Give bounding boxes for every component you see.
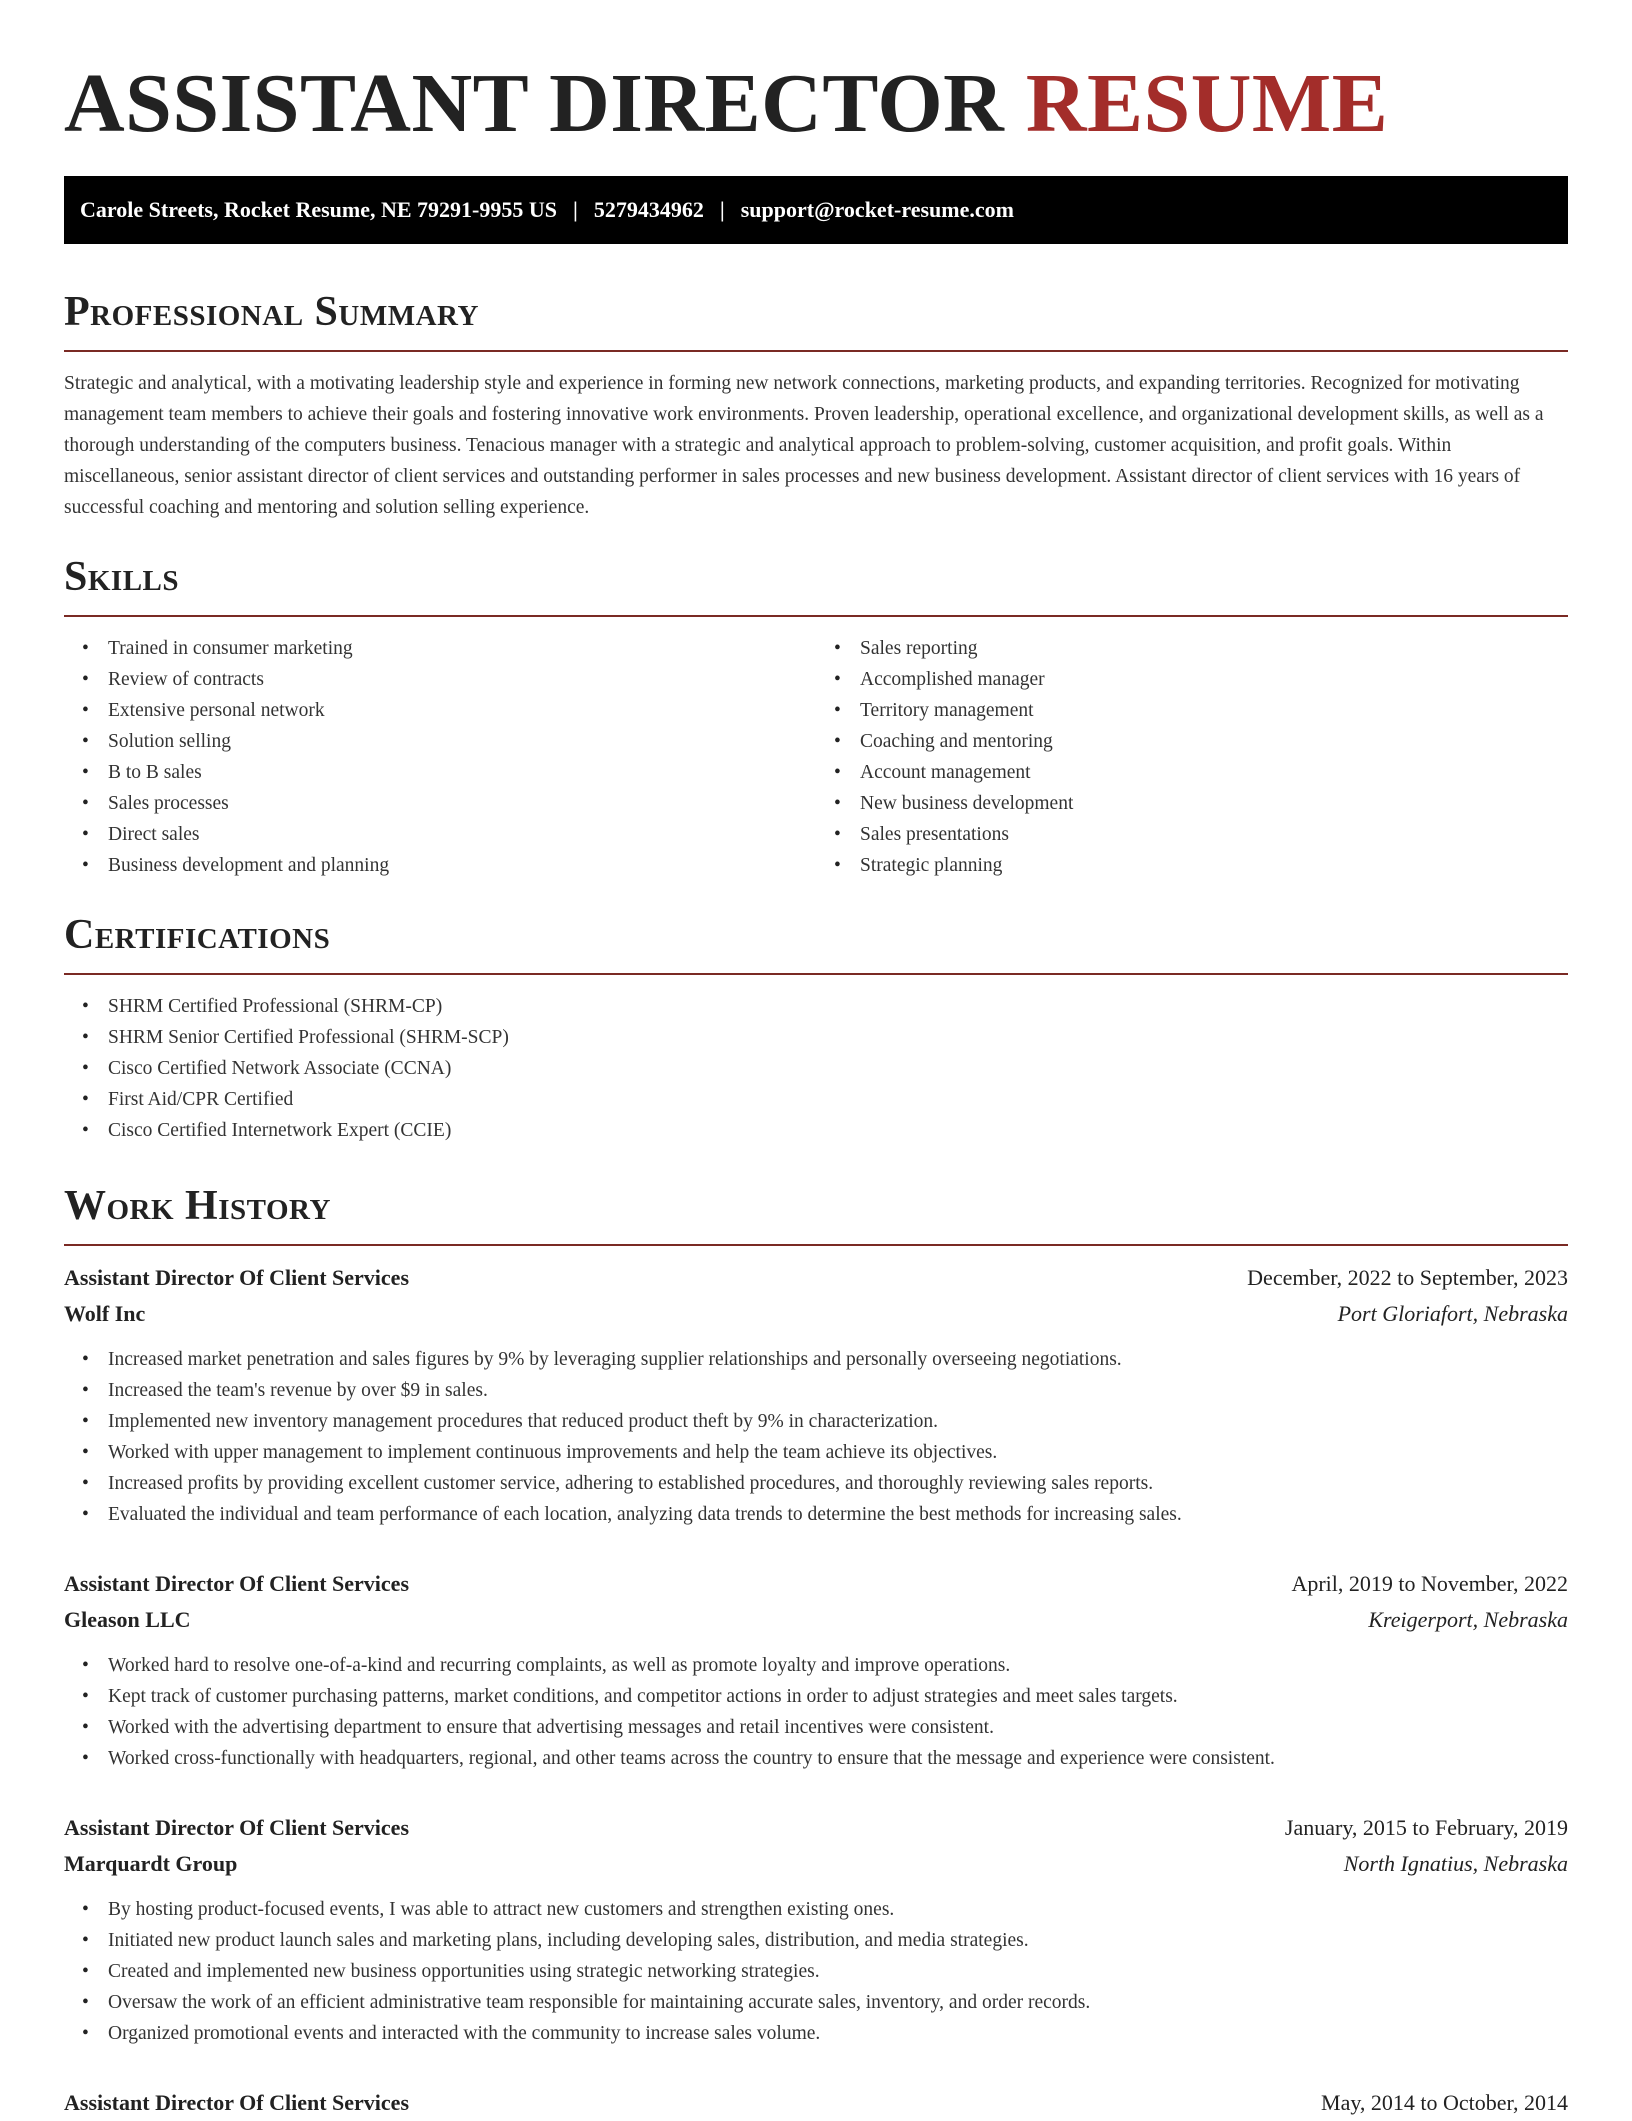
- list-item: • Direct sales: [108, 819, 816, 850]
- section-heading: Professional Summary: [64, 286, 1568, 352]
- job-entry: [64, 1260, 1568, 1530]
- job-bullet: • Increased the team's revenue by over $9 in sales.: [108, 1375, 1568, 1406]
- job-company-row: [64, 1296, 1568, 1332]
- contact-bar: [64, 176, 1568, 244]
- job-bullet: • Worked cross-functionally with headquarters, regional, and other teams across the country to ensure that the message and experience were consistent.: [108, 1743, 1568, 1774]
- job-company: Wolf Inc: [64, 1301, 146, 1326]
- list-item: • Accomplished manager: [860, 664, 1568, 695]
- job-bullet: • Evaluated the individual and team performance of each location, analyzing data trends to determine the best methods for increasing sales.: [108, 1499, 1568, 1530]
- skills-column-left: [64, 633, 816, 881]
- job-bullet: • Worked with the advertising department to ensure that advertising messages and retail incentives were consistent.: [108, 1712, 1568, 1743]
- skills-grid: [64, 633, 1568, 881]
- job-bullet: • Created and implemented new business opportunities using strategic networking strategies.: [108, 1956, 1568, 1987]
- resume-title: [64, 0, 1568, 152]
- job-entry: [64, 1810, 1568, 2049]
- job-bullet: • Oversaw the work of an efficient administrative team responsible for maintaining accurate sales, inventory, and order records.: [108, 1987, 1568, 2018]
- contact-separator: |: [719, 197, 725, 222]
- job-title: Assistant Director Of Client Services: [64, 2090, 410, 2115]
- job-title: Assistant Director Of Client Services: [64, 1815, 410, 1840]
- list-item: • Extensive personal network: [108, 695, 816, 726]
- section-heading: Skills: [64, 551, 1568, 617]
- list-item: • Coaching and mentoring: [860, 726, 1568, 757]
- job-dates: December, 2022 to September, 2023: [1247, 1265, 1568, 1290]
- list-item: • Sales presentations: [860, 819, 1568, 850]
- job-header-row: [64, 1810, 1568, 1846]
- work-history-section: [64, 1180, 1568, 2121]
- title-accent: RESUME: [1025, 57, 1389, 150]
- job-bullet: • Increased market penetration and sales figures by 9% by leveraging supplier relationships and personally overseeing negotiations.: [108, 1344, 1568, 1375]
- certifications-list: [64, 991, 1568, 1146]
- summary-text: Strategic and analytical, with a motivating leadership style and experience in forming new network connections, marketing products, and expanding territories. Recognized for motivating management team members to achieve their goals and fostering innovative work environments. Proven leadership, operational excellence, and organizational development skills, as well as a thorough understanding of the computers business. Tenacious manager with a strategic and analytical approach to problem-solving, customer acquisition, and profit goals. Within miscellaneous, senior assistant director of client services and outstanding performer in sales processes and new business development. Assistant director of client services with 16 years of successful coaching and mentoring and solution selling experience.: [64, 373, 1544, 518]
- list-item: • Business development and planning: [108, 850, 816, 881]
- contact-email: support@rocket-resume.com: [740, 197, 1014, 222]
- skills-column-right: [816, 633, 1568, 881]
- certifications-section: [64, 909, 1568, 1146]
- job-bullet: • Kept track of customer purchasing patterns, market conditions, and competitor actions in order to adjust strategies and meet sales targets.: [108, 1681, 1568, 1712]
- section-heading: Certifications: [64, 909, 1568, 975]
- list-item: • Solution selling: [108, 726, 816, 757]
- skills-section: [64, 551, 1568, 881]
- contact-address: Carole Streets, Rocket Resume, NE 79291-9955 US: [80, 197, 558, 222]
- section-heading: Work History: [64, 1180, 1568, 1246]
- job-header-row: [64, 1566, 1568, 1602]
- list-item: • Cisco Certified Network Associate (CCNA): [108, 1053, 1568, 1084]
- job-dates: April, 2019 to November, 2022: [1291, 1571, 1568, 1596]
- list-item: • SHRM Senior Certified Professional (SHRM-SCP): [108, 1022, 1568, 1053]
- job-bullets: [64, 1650, 1568, 1774]
- job-bullet: • By hosting product-focused events, I was able to attract new customers and strengthen existing ones.: [108, 1894, 1568, 1925]
- list-item: • Sales processes: [108, 788, 816, 819]
- list-item: • New business development: [860, 788, 1568, 819]
- list-item: • Cisco Certified Internetwork Expert (CCIE): [108, 1115, 1568, 1146]
- job-entry: [64, 2085, 1568, 2121]
- list-item: • B to B sales: [108, 757, 816, 788]
- job-bullet: • Worked with upper management to implement continuous improvements and help the team achieve its objectives.: [108, 1437, 1568, 1468]
- job-header-row: [64, 2085, 1568, 2121]
- professional-summary-section: [64, 286, 1568, 523]
- list-item: • SHRM Certified Professional (SHRM-CP): [108, 991, 1568, 1022]
- list-item: • Account management: [860, 757, 1568, 788]
- job-location: Kreigerport, Nebraska: [1368, 1607, 1568, 1632]
- list-item: • Trained in consumer marketing: [108, 633, 816, 664]
- list-item: • First Aid/CPR Certified: [108, 1084, 1568, 1115]
- job-bullets: [64, 1344, 1568, 1530]
- job-company: Gleason LLC: [64, 1607, 191, 1632]
- job-location: North Ignatius, Nebraska: [1343, 1851, 1568, 1876]
- job-header-row: [64, 1260, 1568, 1296]
- job-bullet: • Increased profits by providing excellent customer service, adhering to established procedures, and thoroughly reviewing sales reports.: [108, 1468, 1568, 1499]
- job-entry: [64, 1566, 1568, 1774]
- job-company-row: [64, 1846, 1568, 1882]
- list-item: • Territory management: [860, 695, 1568, 726]
- title-main: ASSISTANT DIRECTOR: [64, 57, 1005, 150]
- job-location: Port Gloriafort, Nebraska: [1337, 1301, 1568, 1326]
- contact-phone: 5279434962: [593, 197, 704, 222]
- job-title: Assistant Director Of Client Services: [64, 1571, 410, 1596]
- job-dates: January, 2015 to February, 2019: [1284, 1815, 1568, 1840]
- job-bullet: • Initiated new product launch sales and marketing plans, including developing sales, distribution, and media strategies.: [108, 1925, 1568, 1956]
- job-company-row: [64, 1602, 1568, 1638]
- job-dates: May, 2014 to October, 2014: [1321, 2090, 1568, 2115]
- contact-separator: |: [573, 197, 578, 222]
- job-bullet: • Worked hard to resolve one-of-a-kind and recurring complaints, as well as promote loyalty and improve operations.: [108, 1650, 1568, 1681]
- job-bullet: • Implemented new inventory management procedures that reduced product theft by 9% in characterization.: [108, 1406, 1568, 1437]
- job-company: Marquardt Group: [64, 1851, 238, 1876]
- jobs-list: [64, 1260, 1568, 2121]
- job-title: Assistant Director Of Client Services: [64, 1265, 410, 1290]
- job-bullet: • Organized promotional events and interacted with the community to increase sales volume.: [108, 2018, 1568, 2049]
- job-bullets: [64, 1894, 1568, 2049]
- list-item: • Strategic planning: [860, 850, 1568, 881]
- list-item: • Review of contracts: [108, 664, 816, 695]
- list-item: • Sales reporting: [860, 633, 1568, 664]
